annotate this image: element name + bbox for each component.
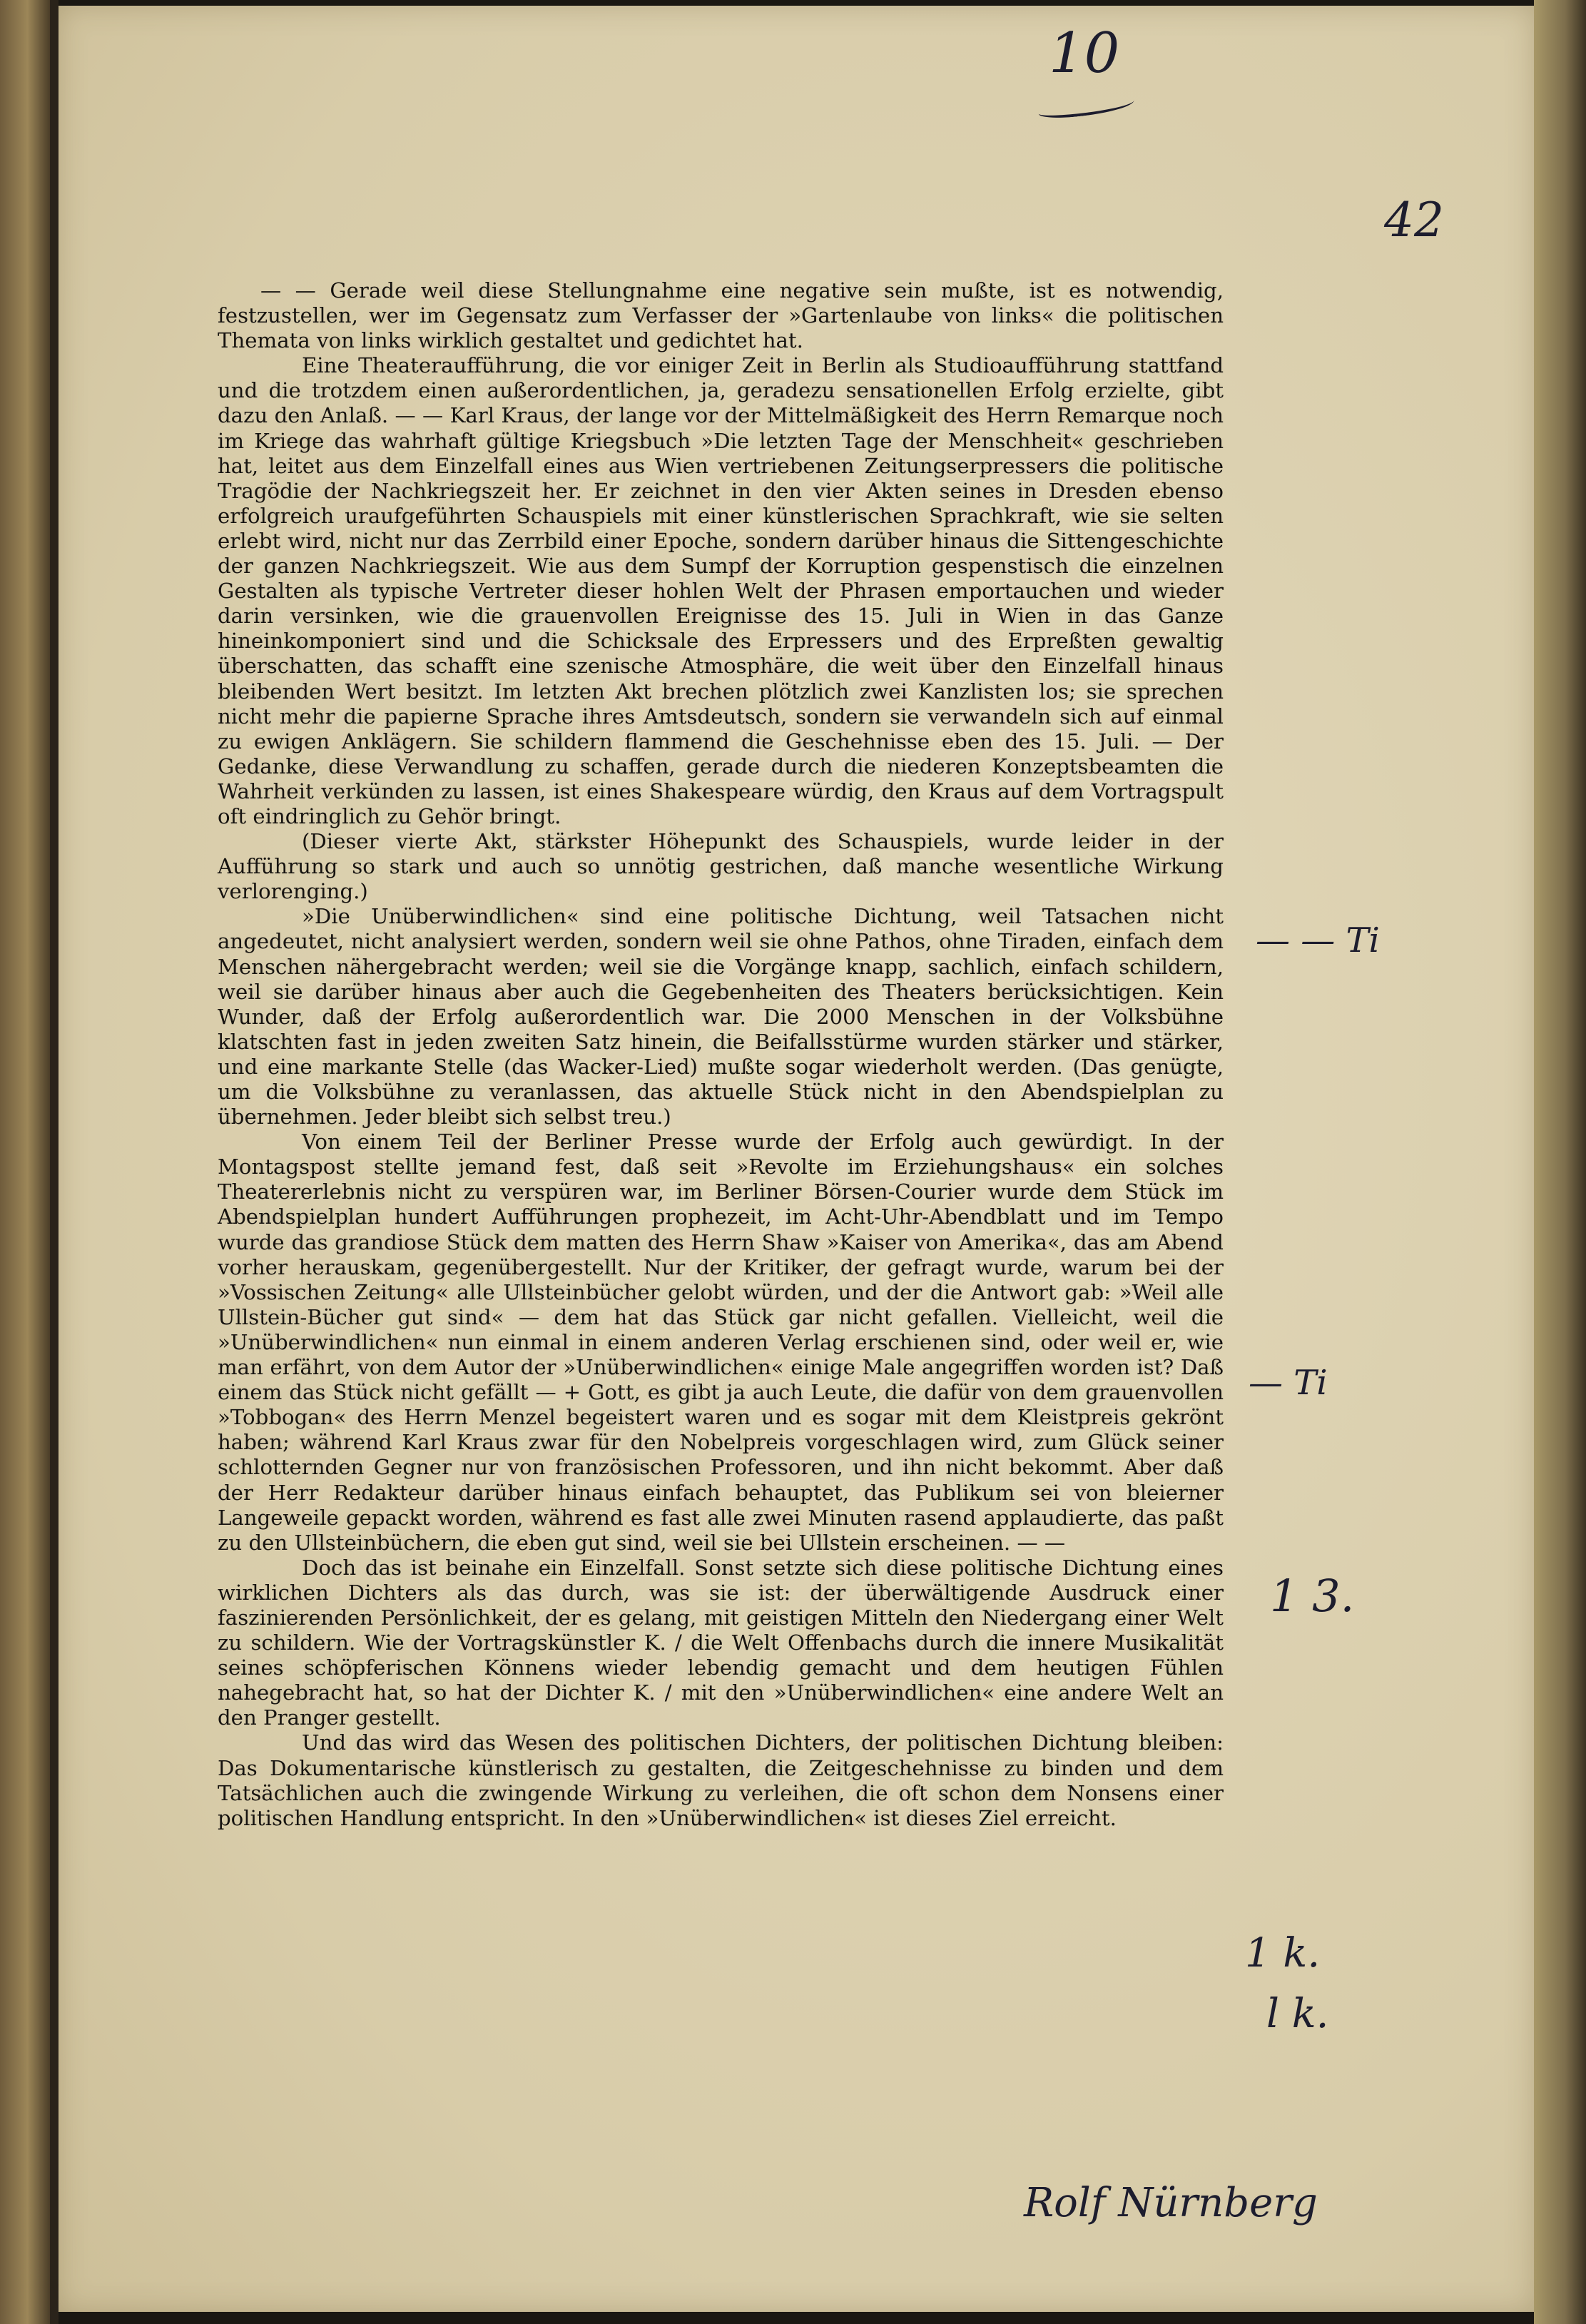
left-page-edge	[0, 0, 50, 2324]
paragraph: Und das wird das Wesen des politischen Dichters, der politischen Dichtung bleiben: Das Dokumentarische künstlerisch zu gestalten, die Zeitgeschehnisse zu binden und dem Tatsächlichen auch die zwingende Wirkung zu verleihen, die oft schon dem Nonsens einer politischen Handlung entspricht. In den »Unüberwindlichen« ist dieses Ziel erreicht.	[218, 1730, 1224, 1830]
paragraph: (Dieser vierte Akt, stärkster Höhepunkt des Schauspiels, wurde leider in der Aufführung so stark und auch so unnötig gestrichen, daß manche wesentliche Wirkung verlorenging.)	[218, 829, 1224, 904]
margin-mark: — — Ti	[1256, 920, 1380, 960]
right-page-edge	[1534, 0, 1586, 2324]
margin-mark: l k.	[1266, 1991, 1329, 2037]
book-spine	[50, 0, 59, 2324]
paragraph: Eine Theateraufführung, die vor einiger Zeit in Berlin als Studioaufführung stattfand und die trotzdem einen außerordentlichen, ja, geradezu sensationellen Erfolg erzielte, gibt dazu den Anlaß. — — Karl Kraus, der lange vor der Mittelmäßigkeit des Herrn Remarque noch im Kriege das wahrhaft gültige Kriegsbuch »Die letzten Tage der Menschheit« geschrieben hat, leitet aus dem Einzelfall eines aus Wien vertriebenen Zeitungserpressers die politische Tragödie der Nachkriegszeit her. Er zeichnet in den vier Akten seines in Dresden ebenso erfolgreich uraufgeführten Schauspiels mit einer künstlerischen Sprachkraft, wie sie selten erlebt wird, nicht nur das Zerrbild einer Epoche, sondern darüber hinaus die Sittengeschichte der ganzen Nachkriegszeit. Wie aus dem Sumpf der Korruption gespenstisch die einzelnen Gestalten als typische Vertreter dieser hohlen Welt der Phrasen emportauchen und wieder darin versinken, wie die grauenvollen Ereignisse des 15. Juli in Wien in das Ganze hineinkomponiert sind und die Schicksale des Erpressers und des Erpreßten gewaltig überschatten, das schafft eine szenische Atmosphäre, die weit über den Einzelfall hinaus bleibenden Wert besitzt. Im letzten Akt brechen plötzlich zwei Kanzlisten los; sie sprechen nicht mehr die papierne Sprache ihres Amtsdeutsch, sondern sie verwandeln sich auf einmal zu ewigen Anklägern. Sie schildern flammend die Geschehnisse eben des 15. Juli. — Der Gedanke, diese Verwandlung zu schaffen, gerade durch die niederen Konzeptsbeamten die Wahrheit verkünden zu lassen, ist eines Shakespeare würdig, den Kraus auf dem Vortragspult oft eindringlich zu Gehör bringt.	[218, 353, 1224, 828]
paragraph: »Die Unüberwindlichen« sind eine politische Dichtung, weil Tatsachen nicht angedeutet, nicht analysiert werden, sondern weil sie ohne Pathos, ohne Tiraden, einfach dem Menschen nähergebracht werden; weil sie die Vorgänge knapp, sachlich, einfach schildern, weil sie darüber hinaus aber auch die Gegebenheiten des Theaters berücksichtigen. Kein Wunder, daß der Erfolg außerordentlich war. Die 2000 Menschen in der Volksbühne klatschten fast in jeden zweiten Satz hinein, die Beifallsstürme wurden stärker und stärker, und eine markante Stelle (das Wacker-Lied) mußte sogar wiederholt werden. (Das genügte, um die Volksbühne zu veranlassen, das aktuelle Stück nicht in den Abendspielplan zu übernehmen. Jeder bleibt sich selbst treu.)	[218, 904, 1224, 1130]
margin-mark: — Ti	[1249, 1363, 1328, 1403]
article-body	[218, 278, 1224, 1831]
margin-mark: 1 3.	[1270, 1570, 1355, 1622]
paragraph: Von einem Teil der Berliner Presse wurde der Erfolg auch gewürdigt. In der Montagspost stellte jemand fest, daß seit »Revolte im Erziehungshaus« ein solches Theatererlebnis nicht zu verspüren war, im Berliner Börsen-Courier wurde dem Stück im Abendspielplan hundert Aufführungen prophezeit, im Acht-Uhr-Abendblatt und im Tempo wurde das grandiose Stück dem matten des Herrn Shaw »Kaiser von Amerika«, das am Abend vorher herauskam, gegenübergestellt. Nur der Kritiker, der gefragt wurde, warum bei der »Vossischen Zeitung« alle Ullsteinbücher gelobt würden, und der die Antwort gab: »Weil alle Ullstein-Bücher gut sind« — dem hat das Stück gar nicht gefallen. Vielleicht, weil die »Unüberwindlichen« nun einmal in einem anderen Verlag erschienen sind, oder weil er, wie man erfährt, von dem Autor der »Unüberwindlichen« einige Male angegriffen worden ist? Daß einem das Stück nicht gefällt — + Gott, es gibt ja auch Leute, die dafür von dem grauenvollen »Tobbogan« des Herrn Menzel begeistert waren und es sogar mit dem Kleistpreis gekrönt haben; während Karl Kraus zwar für den Nobelpreis vorgeschlagen wird, zum Glück seiner schlotternden Gegner nur von französischen Professoren, und ihn nicht bekommt. Aber daß der Herr Redakteur darüber hinaus einfach behauptet, das Publikum sei von bleierner Langeweile gepackt worden, während es fast alle zwei Minuten rasend applaudierte, das paßt zu den Ullsteinbüchern, die eben gut sind, weil sie bei Ullstein erscheinen. — —	[218, 1130, 1224, 1555]
margin-mark: 1 k.	[1245, 1930, 1321, 1977]
folio-number-top: 10	[1049, 21, 1120, 86]
folio-number-right: 42	[1384, 193, 1444, 248]
paragraph: Doch das ist beinahe ein Einzelfall. Sonst setzte sich diese politische Dichtung eines wirklichen Dichters als das durch, was sie ist: der überwältigende Ausdruck einer faszinierenden Persönlichkeit, der es gelang, mit geistigen Mitteln den Niedergang einer Welt zu schildern. Wie der Vortragskünstler K. / die Welt Offenbachs durch die innere Musikalität seines schöpferischen Könnens wieder lebendig gemacht und dem heutigen Fühlen nahegebracht hat, so hat der Dichter K. / mit den »Unüberwindlichen« eine andere Welt an den Pranger gestellt.	[218, 1555, 1224, 1730]
handwritten-signature: Rolf Nürnberg	[1024, 2180, 1318, 2226]
paragraph: — — Gerade weil diese Stellungnahme eine negative sein mußte, ist es notwendig, festzustellen, wer im Gegensatz zum Verfasser der »Gartenlaube von links« die politischen Themata von links wirklich gestaltet und gedichtet hat.	[218, 278, 1224, 353]
